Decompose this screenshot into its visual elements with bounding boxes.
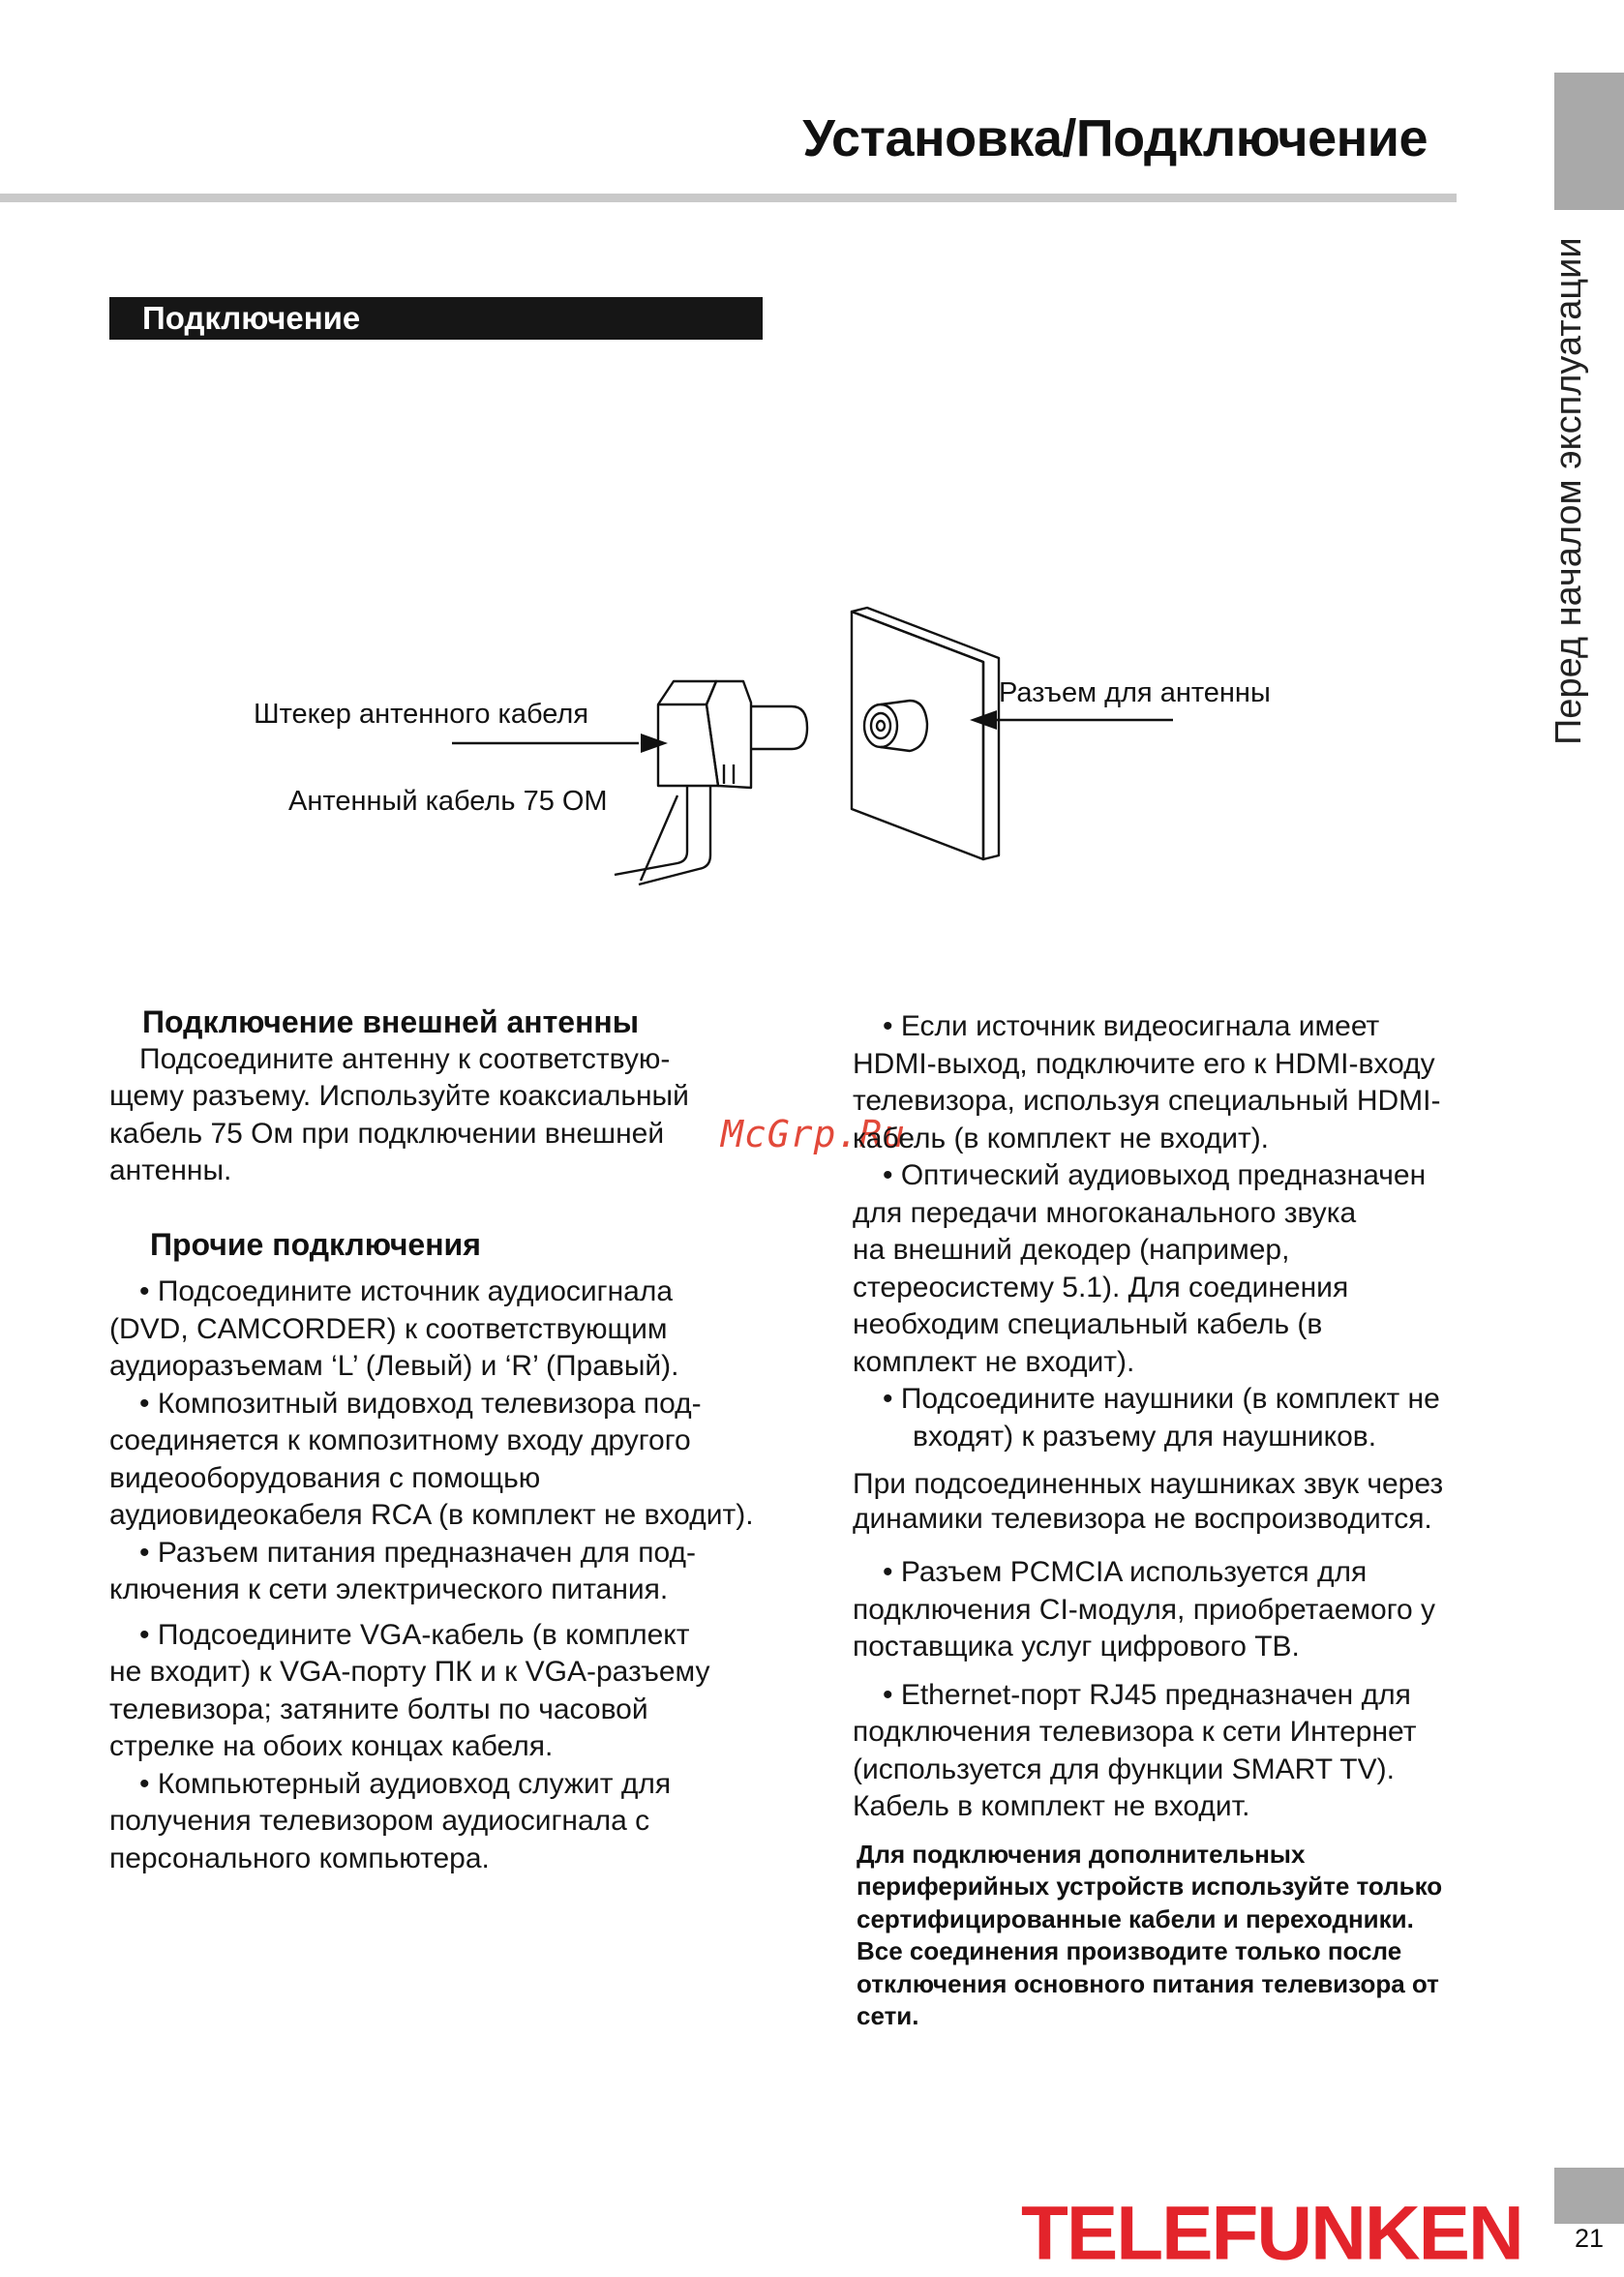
safety-notice xyxy=(853,1839,1530,2033)
brand-logo: TELEFUNKEN xyxy=(1021,2190,1522,2276)
list-item-line: Кабель в комплект не входит. xyxy=(853,1790,1250,1822)
list-item-line: (DVD, CAMCORDER) к соответствующим xyxy=(109,1312,668,1345)
heading-external-antenna: Подключение внешней антенны xyxy=(142,1004,640,1039)
pointer-cable xyxy=(641,795,677,881)
list-item-line: аудиовидеокабеля RCA (в комплект не входит). xyxy=(109,1499,754,1531)
list-item-line: стрелке на обоих концах кабеля. xyxy=(109,1730,554,1762)
list-item-line: получения телевизором аудиосигнала с xyxy=(109,1805,650,1837)
notice-line: Все соединения производите только после xyxy=(857,1936,1402,1965)
notice-line: сертифицированные кабели и переходники. xyxy=(857,1903,1414,1933)
list-item: • Компьютерный аудиовход служит для xyxy=(139,1767,672,1800)
list-item-line: входят) к разъему для наушников. xyxy=(913,1420,1377,1453)
arrow-plug xyxy=(641,734,668,753)
list-item: • Оптический аудиовыход предназначен xyxy=(883,1159,1427,1191)
list-item: • Подсоедините VGA-кабель (в комплект xyxy=(139,1618,690,1651)
left-column xyxy=(109,1004,826,1877)
list-item-line: ключения к сети электрического питания. xyxy=(109,1573,669,1605)
headphone-note-line: динамики телевизора не воспроизводится. xyxy=(853,1503,1432,1535)
list-item-line: телевизора, используя специальный HDMI- xyxy=(853,1085,1441,1117)
list-item-line: подключения телевизора к сети Интернет xyxy=(853,1716,1417,1748)
label-cable: Антенный кабель 75 ОМ xyxy=(288,786,608,817)
list-item-line: для передачи многоканального звука xyxy=(853,1196,1357,1229)
list-item-line: необходим специальный кабель (в xyxy=(853,1308,1323,1340)
list-item: • Разъем PCMCIA используется для xyxy=(883,1556,1368,1588)
list-item-line: персонального компьютера. xyxy=(109,1842,490,1874)
notice-line: Для подключения дополнительных xyxy=(857,1839,1306,1869)
label-socket: Разъем для антенны xyxy=(999,677,1271,708)
list-item-line: кабель (в комплект не входит). xyxy=(853,1122,1270,1154)
page-number-tab xyxy=(1554,2168,1624,2224)
plug-body-side xyxy=(707,681,751,788)
notice-line: отключения основного питания телевизора от xyxy=(857,1968,1439,1998)
socket-barrel xyxy=(881,701,927,751)
antenna-connection-diagram xyxy=(0,581,1624,929)
list-item: • Если источник видеосигнала имеет xyxy=(883,1010,1380,1042)
list-item-line: не входит) к VGA-порту ПК и к VGA-разъему xyxy=(109,1656,710,1688)
list-item-line: подключения CI-модуля, приобретаемого у xyxy=(853,1593,1436,1626)
list-item: • Разъем питания предназначен для под- xyxy=(139,1536,696,1569)
list-item-line: видеооборудования с помощью xyxy=(109,1461,541,1494)
page-number: 21 xyxy=(1574,2224,1605,2253)
headphone-note-line: При подсоединенных наушниках звук через xyxy=(853,1468,1444,1500)
title-divider xyxy=(0,194,1457,202)
page-title: Установка/Подключение xyxy=(802,109,1428,167)
antenna-text-line: кабель 75 Ом при подключении внешней xyxy=(109,1117,665,1150)
list-item-line: (используется для функции SMART TV). xyxy=(853,1753,1395,1785)
list-item-line: телевизора; затяните болты по часовой xyxy=(109,1693,648,1725)
list-item: • Подсоедините источник аудиосигнала xyxy=(139,1275,674,1307)
antenna-text-line: антенны. xyxy=(109,1154,232,1186)
label-plug: Штекер антенного кабеля xyxy=(254,699,589,730)
side-tab-marker xyxy=(1554,73,1624,210)
right-column xyxy=(853,1008,1530,2033)
antenna-diagram-illustration xyxy=(0,581,1624,929)
plug-pin xyxy=(751,706,807,749)
side-tab-label: Перед началом эксплуатации xyxy=(1549,237,1589,745)
list-item: • Ethernet-порт RJ45 предназначен для xyxy=(883,1678,1411,1711)
list-item-line: на внешний декодер (например, xyxy=(853,1234,1290,1266)
antenna-text-line: щему разъему. Используйте коаксиальный xyxy=(109,1080,689,1112)
socket-outer xyxy=(864,704,897,747)
section-header: Подключение xyxy=(109,297,763,340)
list-item-line: стереосистему 5.1). Для соединения xyxy=(853,1271,1349,1303)
list-item-line: аудиоразъемам ‘L’ (Левый) и ‘R’ (Правый). xyxy=(109,1350,679,1382)
heading-other-connections: Прочие подключения xyxy=(150,1226,481,1262)
wall-panel-front xyxy=(852,612,983,859)
list-item-line: соединяется к композитному входу другого xyxy=(109,1424,691,1456)
notice-line: сети. xyxy=(857,2001,919,2030)
notice-line: периферийных устройств используйте только xyxy=(857,1872,1443,1901)
list-item-line: HDMI-выход, подключите его к HDMI-входу xyxy=(853,1047,1435,1080)
list-item-line: комплект не входит). xyxy=(853,1345,1135,1378)
antenna-text-line: Подсоедините антенну к соответствую- xyxy=(139,1042,671,1075)
list-item: • Композитный видовход телевизора под- xyxy=(139,1387,702,1420)
list-item-line: поставщика услуг цифрового ТВ. xyxy=(853,1631,1300,1663)
watermark-text: McGrp.Ru xyxy=(721,1113,907,1155)
list-item: • Подсоедините наушники (в комплект не xyxy=(883,1383,1440,1415)
